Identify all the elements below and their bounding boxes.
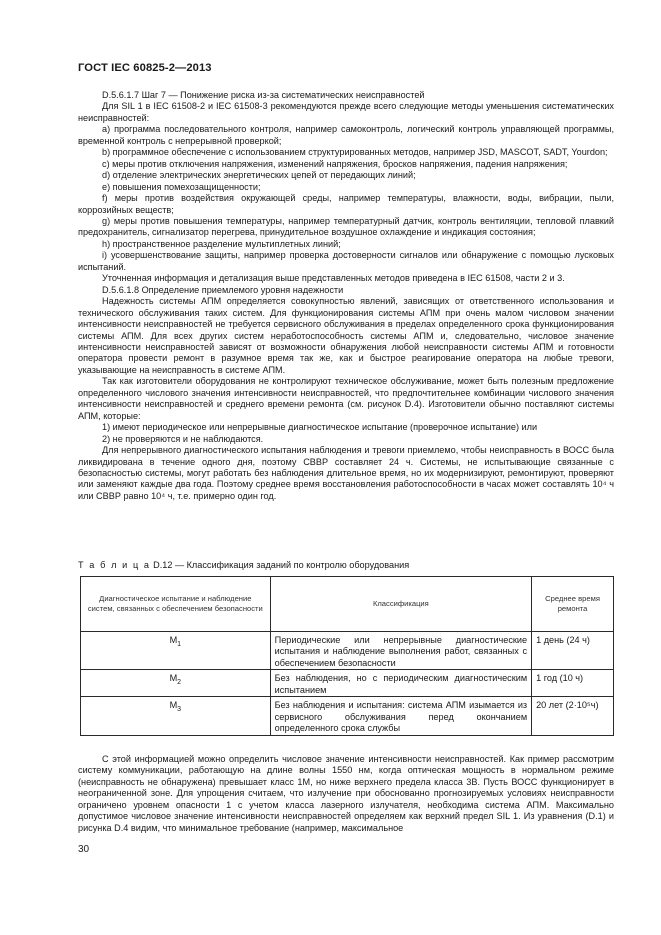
header-diagnostic: Диагностическое испытание и наблюдение систем, связанных с обеспечением безопасности — [81, 577, 271, 632]
list-item: g) меры против повышения температуры, например температурный датчик, контроль вентиляции, тепловой плавкий предохранитель, сигнализатор перегрева, принудительное воздушное охлаждение и индикация состояния; — [78, 215, 614, 238]
paragraph: Надежность системы АПМ определяется совокупностью явлений, зависящих от ответственного использования и технического обслуживания таких систем. Для функционирования системы АПМ при очень малом числовом значении интенсивности неисправностей не требуется сервисного обслуживания в пределах определенного срока функционирования системы АПМ. Для всех других систем неработоспособность системы АПМ и, следовательно, числовое значение интенсивности неисправностей зависят от возможности обнаружения любой неисправности системы АПМ и готовности оператора провести ремонт в разумное время так же, как и быстрое реагирование оператора на любые тревоги, указывающие на неисправность в системе АПМ. — [78, 296, 614, 375]
document-header: ГОСТ IEC 60825-2—2013 — [78, 62, 212, 74]
row-code: $M_1$ — [81, 632, 271, 670]
list-item: b) программное обеспечение с использованием структурированных методов, например JSD, MASCOT, SADT, Yourdon; — [102, 147, 608, 158]
list-item: i) усовершенствование защиты, например проверка достоверности сигналов или обнаружение с помощью лусковых испытаний. — [78, 250, 614, 272]
page-number: 30 — [78, 844, 90, 855]
list-item: e) повышения помехозащищенности; — [102, 181, 261, 192]
list-item: 1) имеют периодическое или непрерывные диагностическое испытание (проверочное испытание) или — [102, 422, 538, 433]
header-classification: Классификация — [270, 577, 531, 632]
row-description: Периодические или непрерывные диагностические испытания и наблюдение выполнения работ, связанных с обеспечением безопасности — [270, 632, 531, 670]
section-heading: D.5.6.1.8 Определение приемлемого уровня надежности — [102, 284, 344, 295]
row-code: $M_2$ — [81, 670, 271, 697]
paragraph: Для непрерывного диагностического испытания наблюдения и тревоги приемлемо, чтобы неисправность в ВОСС была ликвидирована в течение одного дня, поэтому СВВР составляет 24 ч. Системы, не испытывающие связанные с безопасностью системы, могут работать без наблюдения длительное время, но их модернизируют, ремонтируют, проверяют или заменяют каждые два года. Поэтому среднее время восстановления работоспособности в часах может составлять 10⁴ ч или СВВР равно 10⁴ ч, т.е. примерно один год. — [78, 445, 614, 501]
row-repair-time: 20 лет (2·10⁵ч) — [532, 697, 614, 736]
classification-table — [80, 576, 614, 736]
paragraph: Так как изготовители оборудования не контролируют техническое обслуживание, может быть полезным предложение определенного числового значения интенсивности неисправностей, что предпочтительнее комбинации числового значения интенсивности неисправностей и среднего времени ремонта (см. рисунок D.4). Изготовители обычно поставляют системы АПМ, которые: — [78, 376, 614, 421]
body-text — [78, 90, 614, 502]
table-row — [81, 632, 614, 670]
paragraph: D.5.6.1.7 Шаг 7 — Понижение риска из-за систематических неисправностей — [102, 90, 425, 100]
table-caption-text: D.12 — Классификация заданий по контролю оборудования — [150, 560, 410, 570]
row-description: Без наблюдения, но с периодическим диагностическим испытанием — [270, 670, 531, 697]
row-code: $M_3$ — [81, 697, 271, 736]
closing-text — [78, 754, 614, 834]
row-repair-time: 1 день (24 ч) — [532, 632, 614, 670]
table-row — [81, 670, 614, 697]
paragraph: Для SIL 1 в IEC 61508-2 и IEC 61508-3 рекомендуются прежде всего следующие методы уменьшения систематических неисправностей: — [78, 101, 614, 123]
list-item: a) программа последовательного контроля, например самоконтроль, логический контроль управляющей программы, временной контроль с непрерывной проверкой; — [78, 124, 614, 146]
row-description: Без наблюдения и испытания: система АПМ изымается из сервисного обслуживания перед окончанием определенного срока службы — [270, 697, 531, 736]
table-row — [81, 697, 614, 736]
table-caption-prefix: Т а б л и ц а — [78, 560, 151, 570]
list-item: d) отделение электрических энергетических цепей от передающих линий; — [102, 170, 416, 181]
list-item: h) пространственное разделение мультиплетных линий; — [102, 238, 341, 249]
table-header-row — [81, 577, 614, 632]
list-item: c) меры против отключения напряжения, изменений напряжения, бросков напряжения, падения напряжения; — [102, 158, 568, 169]
paragraph: С этой информацией можно определить числовое значение интенсивности неисправностей. Как пример рассмотрим систему коммуникации, работающую на длине волны 1550 нм, когда оптическая мощность в нормальном режиме (неисправность не обнаружена) превышает класс 1М, но ниже верхнего предела класса 3В. Пусть ВОСС функционирует в неограниченной зоне. Для упрощения считаем, что излучение при обоснованно прогнозируемых условиях неисправности ограничено уровнем опасности 1 с учетом класса лазерного излучателя, необходима система АПМ. Максимально допустимое числовое значение интенсивности неисправностей определяем как верхний предел SIL 1. Из уравнения (D.1) и рисунка D.4 видим, что минимальное требование (например, максимальное — [78, 754, 614, 833]
list-item: f) меры против воздействия окружающей среды, например температуры, влажности, воды, вибрации, пыли, коррозийных веществ; — [78, 193, 614, 215]
row-repair-time: 1 год (10 ч) — [532, 670, 614, 697]
paragraph: Уточненная информация и детализация выше представленных методов приведена в IEC 61508, части 2 и 3. — [102, 273, 565, 284]
list-item: 2) не проверяются и не наблюдаются. — [102, 433, 264, 444]
header-repair-time: Среднее время ремонта — [532, 577, 614, 632]
table-caption — [78, 560, 409, 570]
